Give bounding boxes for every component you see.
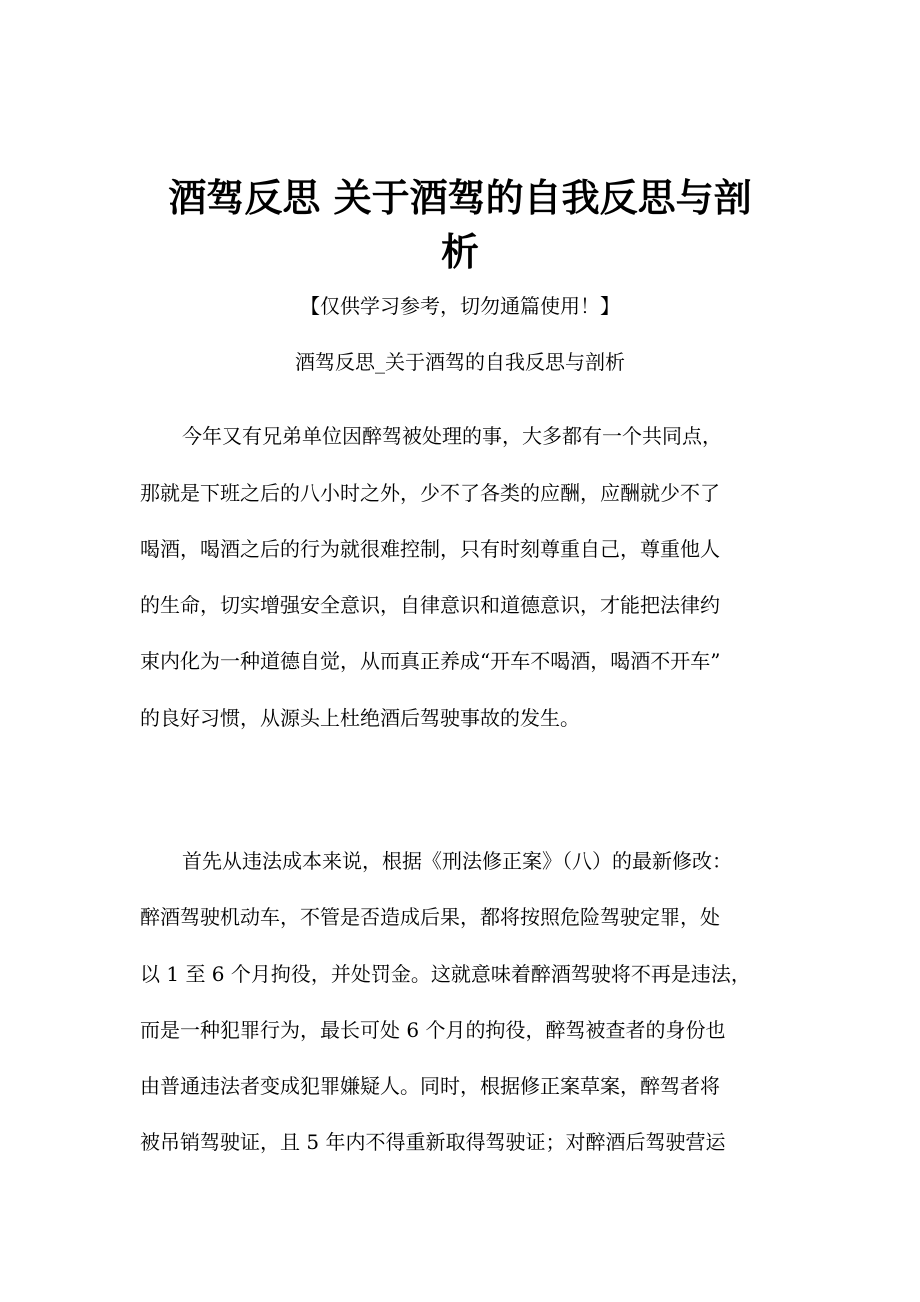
paragraph-1-line-6: 的良好习惯，从源头上杜绝酒后驾驶事故的发生。 [140,706,580,730]
paragraph-1-line-3: 喝酒，喝酒之后的行为就很难控制，只有时刻尊重自己，尊重他人 [140,537,720,561]
paragraph-2-line-6: 被吊销驾驶证，且 5 年内不得重新取得驾驶证；对醉酒后驾驶营运 [140,1130,726,1154]
paragraph-2-line-4: 而是一种犯罪行为，最长可处 6 个月的拘役，醉驾被查者的身份也 [140,1018,726,1042]
paragraph-2-line-2: 醉酒驾驶机动车，不管是否造成后果，都将按照危险驾驶定罪，处 [140,905,720,929]
document-title-line-1: 酒驾反思 关于酒驾的自我反思与剖 [168,176,752,220]
document-title-line-2: 析 [440,230,479,274]
paragraph-2-line-3: 以 1 至 6 个月拘役，并处罚金。这就意味着醉酒驾驶将不再是违法， [140,962,751,986]
usage-notice: 【仅供学习参考，切勿通篇使用！】 [300,294,620,318]
paragraph-1-line-5: 束内化为一种道德自觉，从而真正养成“开车不喝酒，喝酒不开车” [140,649,721,673]
paragraph-1-line-4: 的生命，切实增强安全意识，自律意识和道德意识，才能把法律约 [140,593,720,617]
paragraph-2-line-1: 首先从违法成本来说，根据《刑法修正案》（八）的最新修改： [182,849,732,873]
paragraph-2-line-5: 由普通违法者变成犯罪嫌疑人。同时，根据修正案草案，醉驾者将 [140,1074,720,1098]
paragraph-1-line-1: 今年又有兄弟单位因醉驾被处理的事，大多都有一个共同点， [182,424,722,448]
paragraph-1-line-2: 那就是下班之后的八小时之外，少不了各类的应酬，应酬就少不了 [140,481,720,505]
document-subtitle: 酒驾反思_关于酒驾的自我反思与剖析 [295,350,625,374]
